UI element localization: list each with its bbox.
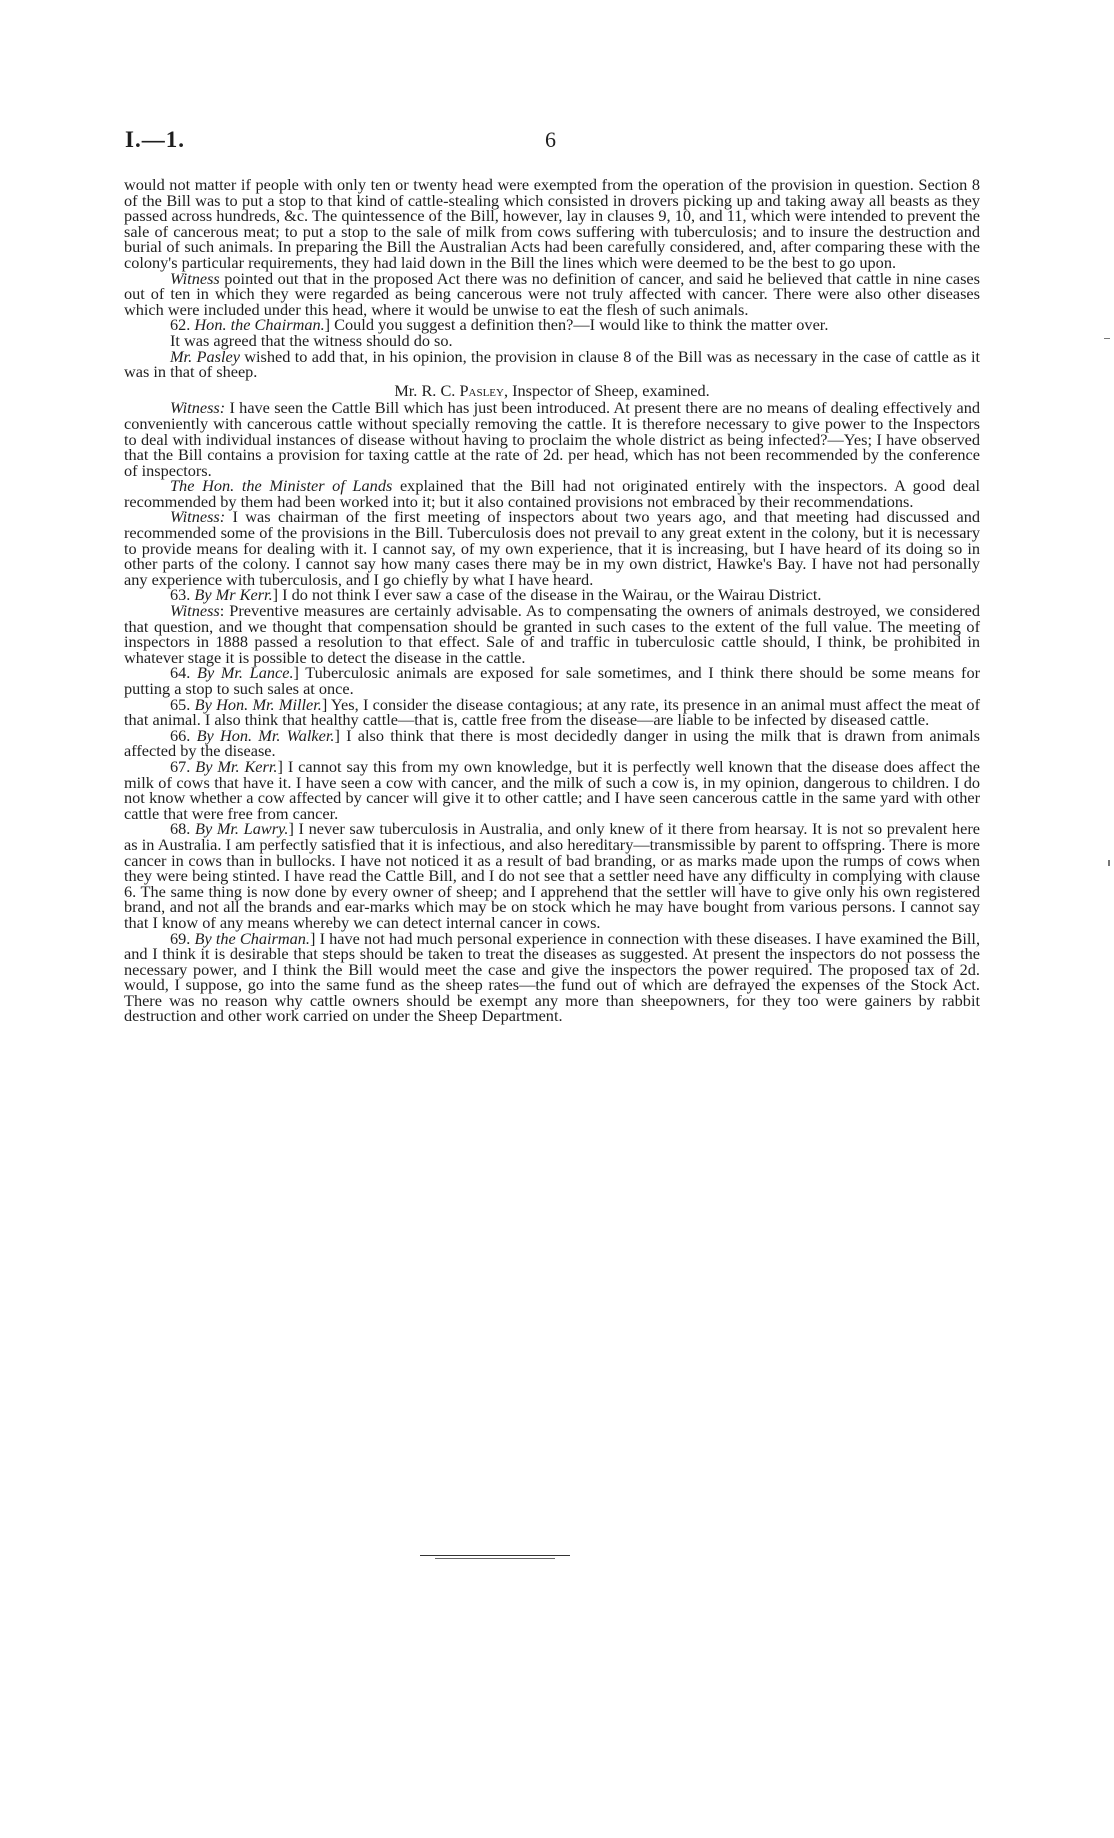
text-run: I have seen the Cattle Bill which has just been introduced. At present there are no means of dealing effectively and conveniently with cancerous cattle without specially removing the cattle. It is therefore necessary to give power to the Inspectors to deal with individual instances of disease without having to proclaim the whole district as being infected?—Yes; I have observed that the Bill contains a provision for taxing cattle at the rate of 2d. per head, which has not been recommended by the conference of inspectors. <box>124 398 980 480</box>
italic-text: Witness: <box>170 398 226 418</box>
paragraph <box>124 725 980 761</box>
paragraph <box>124 694 980 730</box>
margin-mark <box>1104 338 1110 339</box>
text-run: 62. <box>170 315 195 335</box>
italic-text: By Mr. Lawry. <box>195 819 289 839</box>
paragraph <box>124 665 980 696</box>
text-run: 63. <box>170 585 195 605</box>
text-run: 68. <box>170 819 196 839</box>
italic-text: By the Chairman. <box>194 928 310 948</box>
text-run: Mr. R. C. <box>394 380 460 400</box>
text-run: 69. <box>170 928 195 948</box>
paragraph <box>124 400 980 478</box>
text-run: ] Yes, I consider the disease contagious; at any rate, its presence in an animal must affect the meat of that animal. I also think that healthy cattle—that is, cattle free from the disease—are liable to be infected by diseased cattle. <box>124 694 980 730</box>
italic-text: By Mr. Kerr. <box>195 756 278 776</box>
paragraph <box>124 928 981 1026</box>
paragraph <box>124 756 981 823</box>
text-run: , Inspector of Sheep, examined. <box>503 380 710 400</box>
text-run: I was chairman of the first meeting of inspectors about two years ago, and that meeting had discussed and recommended some of the provisions in the Bill. Tuberculosis does not prevail to any great extent in the colony, but it is necessary to provide means for dealing with it. I cannot say, of my own experience, that it is increasing, but I have heard of its doing so in other parts of the colony. I cannot say how many cases there may be in my own district, Hawke's Bay. I have not had personally any experience with tuberculosis, and I go chiefly by what I have heard. <box>124 507 980 589</box>
text-run: 67. <box>170 756 196 776</box>
italic-text: Witness <box>170 601 220 621</box>
text-run: ] I cannot say this from my own knowledge, but it is perfectly well known that the disease does affect the milk of cows that have it. I have seen a cow with cancer, and the milk of such a cow is, in my opinion, dangerous to children. I do not know whether a cow affected by cancer will give it to other cattle; and I have seen cancerous cattle in the same yard with other cattle that were free from cancer. <box>124 756 981 823</box>
text-run: 64. <box>170 663 198 683</box>
section-heading <box>124 380 980 400</box>
text-run: : Preventive measures are certainly advisable. As to compensating the owners of animals destroyed, we considered that question, and we thought that compensation should be granted in such cases to the extent of the full value. The meeting of inspectors in 1888 passed a resolution to that effect. Sale of and traffic in tuberculosic cattle should, I think, be prohibited in whatever stage it is possible to detect the disease in the cattle. <box>124 601 980 667</box>
text-run: ] I also think that there is most decidedly danger in using the milk that is drawn from animals affected by the disease. <box>124 725 980 761</box>
paragraph <box>124 478 980 509</box>
page-header <box>125 127 985 157</box>
text-run: 66. <box>170 725 197 745</box>
italic-text: By Mr. Lance. <box>197 663 294 683</box>
text-run: wished to add that, in his opinion, the provision in clause 8 of the Bill was as necessary in the case of cattle as it was in that of sheep. <box>124 346 980 382</box>
paragraph <box>124 346 980 382</box>
text-run: would not matter if people with only ten or twenty head were exempted from the operation of the provision in question. Section 8 of the Bill was to put a stop to that kind of cattle-stealing which consisted in drovers picking up and taking away all beasts as they passed across hundreds, &c. The quintessence of the Bill, however, lay in clauses 9, 10, and 11, which were intended to prevent the sale of cancerous meat; to put a stop to the sale of milk from cows suffering with tuberculosis; and to insure the destruction and burial of such animals. In preparing the Bill the Australian Acts had been carefully considered, and, after comparing these with the colony's particular requirements, they had laid down in the Bill the lines which were deemed to be the best to go upon. <box>124 175 980 272</box>
text-run: It was agreed that the witness should do so. <box>170 330 453 350</box>
italic-text: By Hon. Mr. Miller. <box>194 694 322 714</box>
text-run: explained that the Bill had not originated entirely with the inspectors. A good deal recommended by them had been worked into it; but it also contained provisions not embraced by their recommendations. <box>124 476 980 511</box>
italic-text: By Hon. Mr. Walker. <box>196 725 335 745</box>
margin-mark <box>1108 860 1110 866</box>
small-caps-text: Pasley <box>459 380 504 400</box>
paragraph <box>124 177 980 271</box>
text-run: ] Could you suggest a definition then?—I would like to think the matter over. <box>324 315 829 335</box>
paragraph <box>124 603 980 665</box>
document-reference: I.—1. <box>125 127 185 152</box>
paragraph <box>124 821 980 930</box>
italic-text: By Mr Kerr. <box>194 585 273 605</box>
italic-text: Witness: <box>170 507 226 527</box>
text-run: ] Tuberculosic animals are exposed for sale sometimes, and I think there should be some means for putting a stop to such sales at once. <box>124 663 981 698</box>
text-run: ] I have not had much personal experience in connection with these diseases. I have examined the Bill, and I think it is desirable that steps should be taken to treat the diseases as suggested. At present the inspectors do not possess the necessary power, and I think the Bill would meet the case and give the inspectors the power required. The proposed tax of 2d. would, I suppose, go into the same fund as the sheep rates—the fund out of which are defrayed the expenses of the Stock Act. There was no reason why cattle owners should be exempt any more than sheepowners, for they too were gainers by rabbit destruction and other work carried on under the Sheep Department. <box>124 928 981 1026</box>
italic-text: Mr. Pasley <box>170 346 240 366</box>
paragraph <box>124 509 980 587</box>
italic-text: Witness <box>170 268 220 288</box>
text-run: ] I never saw tuberculosis in Australia, and only knew of it there from hearsay. It is not so prevalent here as in Australia. I am perfectly satisfied that it is infectious, and also hereditary—transmissible by parent to offspring. There is more cancer in cows than in bullocks. I have not noticed it as a result of bad branding, or as marks made upon the rumps of cows when they were being stinted. I have read the Cattle Bill, and I do not see that a settler need have any difficulty in complying with clause 6. The same thing is now done by every owner of sheep; and I apprehend that the settler will have to give only his own registered brand, and not all the brands and ear-marks which may be on stock which he may have bought from various persons. I cannot say that I know of any means whereby we can detect internal cancer in cows. <box>124 819 981 932</box>
text-run: 65. <box>170 694 195 714</box>
italic-text: Hon. the Chairman. <box>194 315 325 335</box>
page-number: 6 <box>545 127 556 152</box>
document-body <box>124 177 980 1024</box>
text-run: pointed out that in the proposed Act there was no definition of cancer, and said he believed that cattle in nine cases out of ten in which they were regarded as being cancerous were not truly affected with cancer. There were also other diseases which were included under this head, where it would be unwise to eat the flesh of such animals. <box>124 268 980 319</box>
paragraph <box>124 268 980 319</box>
closing-rule <box>420 1555 570 1561</box>
italic-text: The Hon. the Minister of Lands <box>170 476 393 496</box>
text-run: ] I do not think I ever saw a case of the disease in the Wairau, or the Wairau District. <box>272 585 822 605</box>
